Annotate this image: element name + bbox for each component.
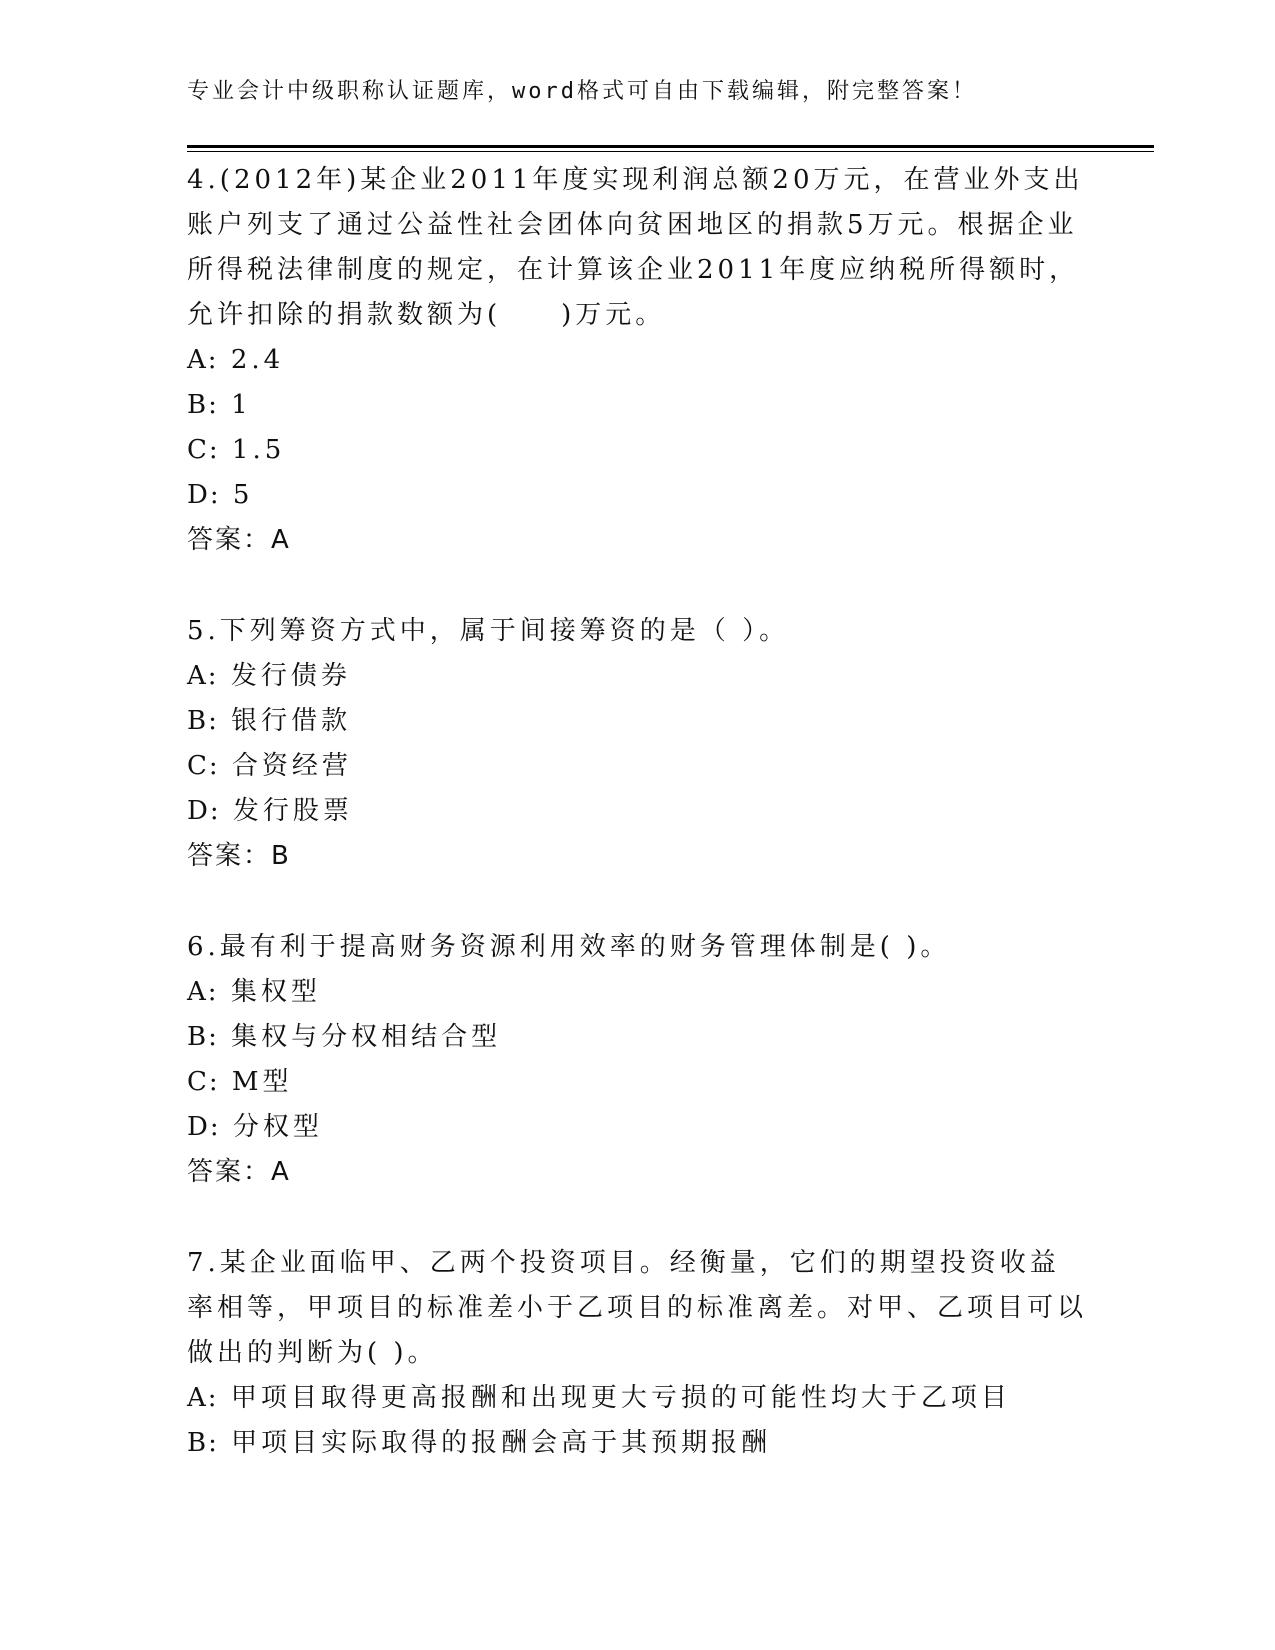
- option-text: 甲项目实际取得的报酬会高于其预期报酬: [231, 1428, 772, 1458]
- option-key: A:: [187, 977, 219, 1007]
- option-c: [187, 744, 1087, 789]
- option-a: [187, 654, 1087, 699]
- question-list: [187, 158, 1087, 1512]
- option-key: B:: [187, 1428, 219, 1458]
- option-key: B:: [187, 1022, 219, 1052]
- option-b: [187, 1421, 1087, 1466]
- option-text: 发行股票: [232, 796, 353, 826]
- option-c: [187, 428, 1087, 473]
- option-text: M型: [231, 1067, 293, 1097]
- question-5: [187, 609, 1087, 879]
- option-d: [187, 1105, 1087, 1150]
- option-key: B:: [187, 706, 219, 736]
- option-text: 集权与分权相结合型: [231, 1022, 502, 1052]
- answer-line: 答案：B: [187, 841, 291, 871]
- question-4: [187, 158, 1087, 563]
- answer-line: 答案：A: [187, 525, 291, 555]
- option-a: [187, 970, 1087, 1015]
- option-a: [187, 1376, 1087, 1421]
- option-key: C:: [187, 435, 220, 465]
- option-key: A:: [187, 1383, 219, 1413]
- option-text: 甲项目取得更高报酬和出现更大亏损的可能性均大于乙项目: [230, 1383, 1011, 1413]
- option-key: A:: [187, 345, 219, 375]
- question-stem: 7.某企业面临甲、乙两个投资项目。经衡量，它们的期望投资收益率相等，甲项目的标准差小于乙项目的标准离差。对甲、乙项目可以做出的判断为( )。: [187, 1248, 1088, 1368]
- option-d: [187, 789, 1087, 834]
- option-key: B:: [187, 390, 219, 420]
- header-rule-thick: [187, 145, 1154, 148]
- option-text: 2.4: [230, 345, 285, 375]
- page-header: 专业会计中级职称认证题库，word格式可自由下载编辑，附完整答案！: [187, 79, 977, 104]
- question-6: [187, 925, 1087, 1195]
- option-key: C:: [187, 751, 220, 781]
- option-d: [187, 473, 1087, 518]
- option-key: D:: [187, 1112, 221, 1142]
- option-text: 分权型: [232, 1112, 323, 1142]
- option-b: [187, 699, 1087, 744]
- option-key: A:: [187, 661, 219, 691]
- option-key: D:: [187, 796, 221, 826]
- option-key: D:: [187, 480, 221, 510]
- question-stem: 6.最有利于提高财务资源利用效率的财务管理体制是( )。: [187, 932, 951, 962]
- option-c: [187, 1060, 1087, 1105]
- option-text: 集权型: [230, 977, 321, 1007]
- answer-line: 答案：A: [187, 1157, 291, 1187]
- option-text: 银行借款: [231, 706, 352, 736]
- option-key: C:: [187, 1067, 220, 1097]
- option-text: 5: [232, 480, 254, 510]
- option-a: [187, 338, 1087, 383]
- question-stem: 5.下列筹资方式中，属于间接筹资的是（ ）。: [187, 616, 790, 646]
- header-rule-thin: [187, 151, 1154, 152]
- option-text: 1: [231, 390, 252, 420]
- question-7: [187, 1241, 1087, 1466]
- option-b: [187, 1015, 1087, 1060]
- option-text: 合资经营: [231, 751, 352, 781]
- option-text: 1.5: [231, 435, 286, 465]
- question-stem: 4.(2012年)某企业2011年度实现利润总额20万元，在营业外支出账户列支了通过公益性社会团体向贫困地区的捐款5万元。根据企业所得税法律制度的规定，在计算该企业2011年度应纳税所得额时，允许扣除的捐款数额为( )万元。: [187, 165, 1084, 330]
- option-text: 发行债券: [230, 661, 351, 691]
- option-b: [187, 383, 1087, 428]
